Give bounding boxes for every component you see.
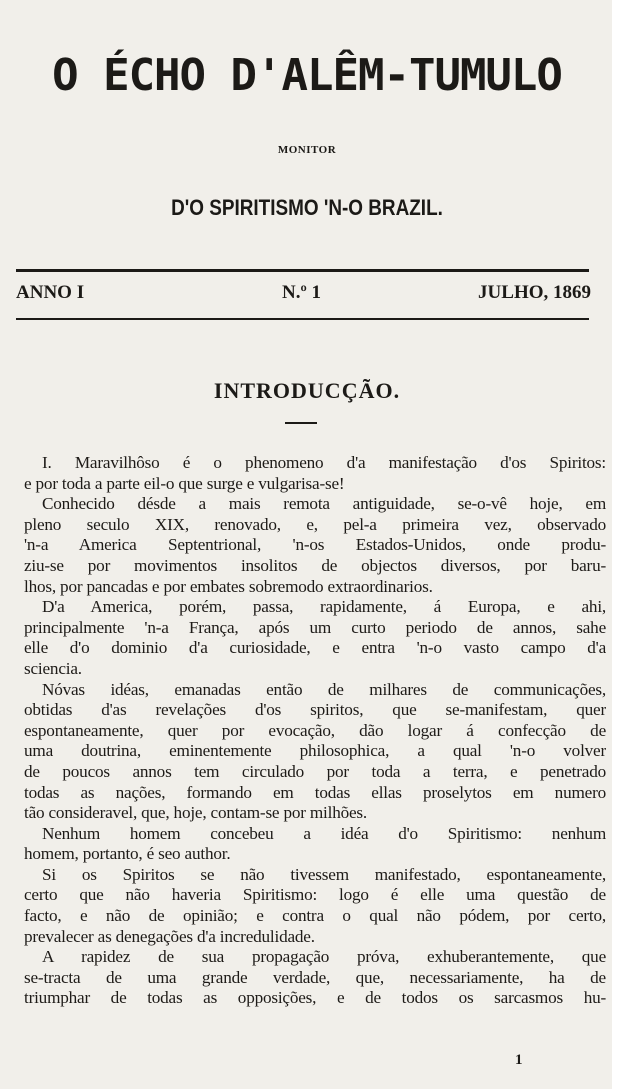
text-line: facto, e não de opinião; e contra o qual não pódem, por certo, [24, 906, 606, 926]
text-line: lhos, por pancadas e por embates sobremodo extraordinarios. [24, 576, 433, 596]
text-line: tão consideravel, que, hoje, contam-se por milhões. [24, 803, 367, 823]
text-line: prevalecer as denegações d'a incredulidade. [24, 926, 315, 946]
page-number: 1 [515, 1052, 523, 1068]
section-title: INTRODUCÇÃO. [213, 378, 401, 404]
masthead-title: O ÉCHO D'ALÊM-TUMULO [52, 50, 562, 101]
text-line: homem, portanto, é seo author. [24, 844, 231, 864]
text-line: ziu-se por movimentos insolitos de objectos diversos, por baru- [24, 555, 606, 575]
text-line: D'a America, porém, passa, rapidamente, á Europa, e ahi, [42, 597, 606, 617]
text-line: todas as nações, formando em todas ellas proselytos em numero [24, 782, 606, 802]
text-line: Conhecido désde a mais remota antiguidade, se-o-vê hoje, em [42, 494, 606, 514]
text-line: Nenhum homem concebeu a idéa d'o Spiritismo: nenhum [42, 823, 606, 843]
text-line: de poucos annos tem circulado por toda a terra, e penetrado [24, 761, 606, 781]
bottom-rule [16, 318, 589, 320]
text-line: triumphar de todas as opposições, e de todos os sarcasmos hu- [24, 988, 606, 1008]
text-line: elle d'o dominio d'a curiosidade, e entra 'n-o vasto campo d'a [24, 638, 606, 658]
text-line: principalmente 'n-a França, após um curto periodo de annos, sahe [24, 617, 606, 637]
text-line: Si os Spiritos se não tivessem manifestado, espontaneamente, [42, 864, 606, 884]
text-line: pleno seculo XIX, renovado, e, pel-a primeira vez, observado [24, 514, 606, 534]
masthead-subtitle-large: D'O SPIRITISMO 'N-O BRAZIL. [171, 195, 443, 220]
text-line: uma doutrina, eminentemente philosophica, a qual 'n-o volver [24, 741, 606, 761]
page-margin [612, 0, 619, 1089]
text-line: espontaneamente, quer por evocação, dão logar á confecção de [24, 720, 606, 740]
text-line: e por toda a parte eil-o que surge e vulgarisa-se! [24, 473, 345, 493]
text-line: Nóvas idéas, emanadas então de milhares de communicações, [42, 679, 606, 699]
title-dash [285, 422, 317, 424]
top-rule [16, 269, 589, 272]
text-line: sciencia. [24, 658, 82, 678]
masthead-subtitle-small: MONITOR [277, 144, 337, 156]
text-line: obtidas d'as revelações d'os spiritos, que se-manifestam, quer [24, 700, 606, 720]
article-body [24, 453, 606, 1009]
text-line: I. Maravilhôso é o phenomeno d'a manifestação d'os Spiritos: [42, 453, 606, 472]
text-line: A rapidez de sua propagação próva, exhuberantemente, que [42, 947, 606, 967]
text-line: certo que não haveria Spiritismo: logo é elle uma questão de [24, 885, 606, 905]
text-line: se-tracta de uma grande verdade, que, necessariamente, ha de [24, 967, 606, 987]
text-line: 'n-a America Septentrional, 'n-os Estados-Unidos, onde produ- [24, 535, 606, 555]
issue-volume: ANNO I [16, 282, 85, 303]
issue-date: JULHO, 1869 [478, 282, 591, 303]
issue-number: N.º 1 [282, 282, 321, 303]
